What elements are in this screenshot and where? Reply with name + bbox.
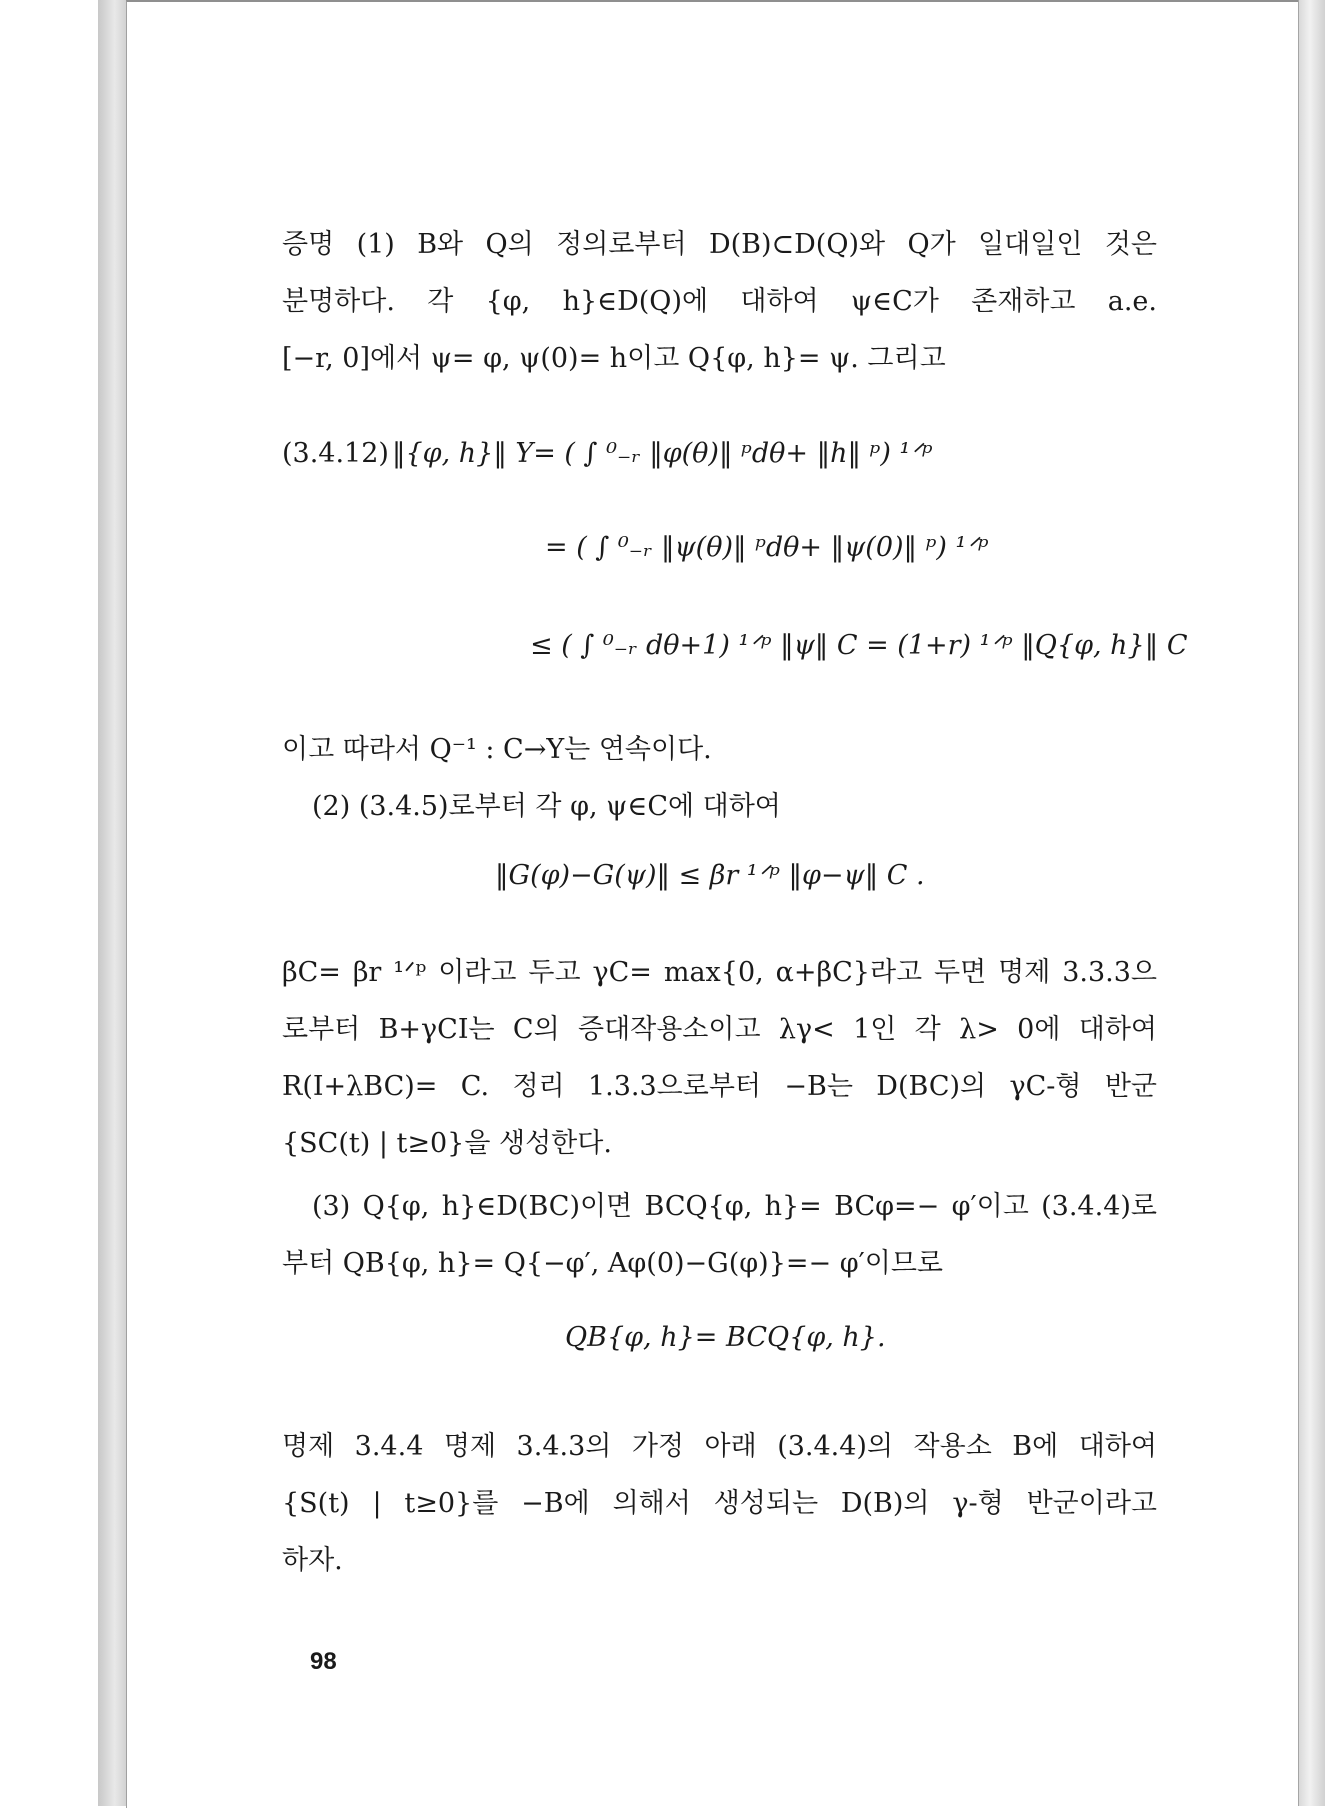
equation-lipschitz: ‖G(φ)−G(ψ)‖ ≤ βr ¹ᐟᵖ ‖φ−ψ‖ C . (495, 860, 925, 891)
book-page-edge (1298, 0, 1325, 1806)
proof-line-3 (282, 336, 1157, 375)
equation-commute: QB{φ, h}= BCQ{φ, h}. (565, 1322, 886, 1353)
text-line: 명제 3.4.4 명제 3.4.3의 가정 아래 (3.4.4)의 작용소 B에 대하여 (282, 1431, 1157, 1462)
para2-line-1 (282, 950, 1157, 989)
text-line: 부터 QB{φ, h}= Q{−φ′, Aφ(0)−G(φ)}=− φ′이므로 (282, 1248, 943, 1279)
proposition-line-2 (282, 1481, 1157, 1520)
proposition-line-1 (282, 1424, 1157, 1463)
text-line: 이고 따라서 Q⁻¹ : C→Y는 연속이다. (282, 734, 712, 765)
equation-3-4-12-line-3: ≤ ( ∫ ⁰₋ᵣ dθ+1) ¹ᐟᵖ ‖ψ‖ C = (1+r) ¹ᐟᵖ ‖Q{φ, h}‖ C (530, 630, 1188, 661)
text-line: 증명 (1) B와 Q의 정의로부터 D(B)⊂D(Q)와 Q가 일대일인 것은 (282, 229, 1157, 260)
text-line: 로부터 B+γCI는 C의 증대작용소이고 λγ< 1인 각 λ> 0에 대하여 (282, 1014, 1157, 1045)
para2-line-3 (282, 1064, 1157, 1103)
equation-3-4-12-line-1: ‖{φ, h}‖ Y= ( ∫ ⁰₋ᵣ ‖φ(θ)‖ ᵖdθ+ ‖h‖ ᵖ) ¹ᐟᵖ (392, 438, 933, 469)
para2-intro (312, 784, 1187, 823)
text-line: [−r, 0]에서 ψ= φ, ψ(0)= h이고 Q{φ, h}= ψ. 그리고 (282, 343, 946, 374)
para3-line-2 (282, 1241, 1157, 1280)
text-line: 하자. (282, 1545, 343, 1576)
text-line: (2) (3.4.5)로부터 각 φ, ψ∈C에 대하여 (312, 791, 781, 822)
text-line: 분명하다. 각 {φ, h}∈D(Q)에 대하여 ψ∈C가 존재하고 a.e. (282, 286, 1157, 317)
proof-line-2 (282, 279, 1157, 318)
equation-3-4-12-line-2: = ( ∫ ⁰₋ᵣ ‖ψ(θ)‖ ᵖdθ+ ‖ψ(0)‖ ᵖ) ¹ᐟᵖ (545, 532, 989, 563)
text-line: {S(t) | t≥0}를 −B에 의해서 생성되는 D(B)의 γ-형 반군이라고 (282, 1488, 1157, 1519)
para2-line-2 (282, 1007, 1157, 1046)
para3-line-1 (312, 1184, 1157, 1223)
text-line: βC= βr ¹ᐟᵖ 이라고 두고 γC= max{0, α+βC}라고 두면 명제 3.3.3으 (282, 957, 1157, 988)
page-number: 98 (310, 1648, 337, 1675)
text-after-equation (282, 727, 1157, 766)
text-line: R(I+λBC)= C. 정리 1.3.3으로부터 −B는 D(BC)의 γC-형 반군 (282, 1071, 1157, 1102)
proposition-line-3 (282, 1538, 1157, 1577)
text-line: (3) Q{φ, h}∈D(BC)이면 BCQ{φ, h}= BCφ=− φ′이고 (3.4.4)로 (312, 1191, 1157, 1222)
book-page (126, 0, 1299, 1808)
text-line: {SC(t) | t≥0}을 생성한다. (282, 1128, 612, 1159)
book-spine (98, 0, 127, 1806)
proof-line-1 (282, 222, 1157, 261)
para2-line-4 (282, 1121, 1157, 1160)
equation-label-3-4-12: (3.4.12) (282, 438, 389, 469)
